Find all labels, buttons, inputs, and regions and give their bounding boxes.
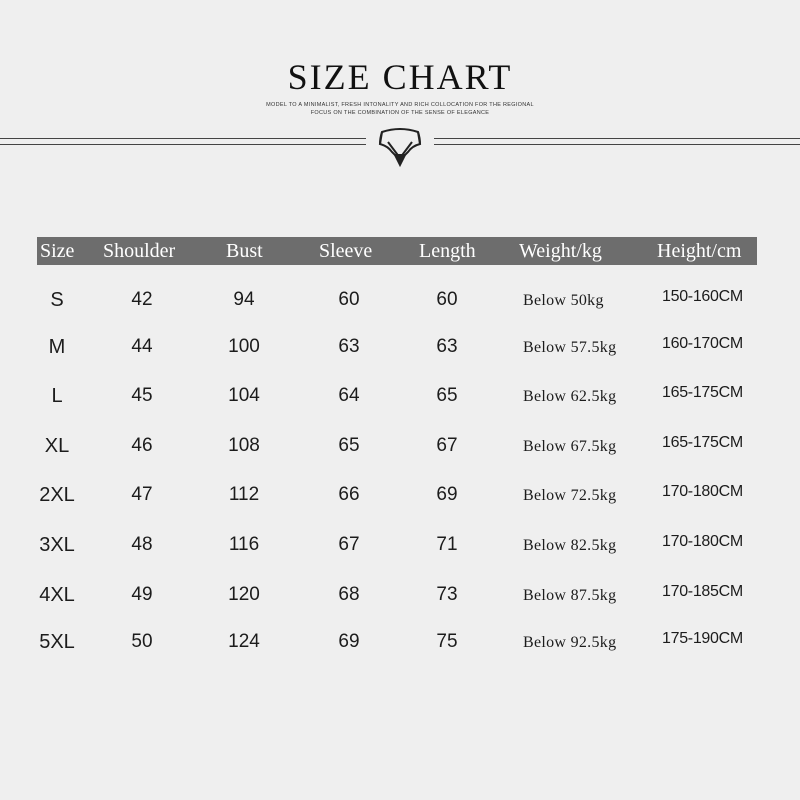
cell-height: 170-180CM: [662, 533, 743, 550]
cell-sleeve: 68: [338, 584, 360, 605]
cell-weight: Below 82.5kg: [523, 537, 617, 554]
divider-right: [434, 138, 800, 145]
cell-height: 165-175CM: [662, 384, 743, 401]
cell-bust: 116: [228, 534, 260, 555]
cell-length: 71: [436, 534, 458, 555]
header-bust: Bust: [226, 240, 263, 262]
cell-length: 67: [436, 435, 458, 456]
cell-size: 3XL: [39, 534, 75, 556]
cell-length: 75: [436, 631, 458, 652]
table-row: [0, 584, 800, 614]
cell-height: 150-160CM: [662, 288, 743, 305]
cell-shoulder: 47: [131, 484, 153, 505]
cell-length: 65: [436, 385, 458, 406]
cell-length: 69: [436, 484, 458, 505]
header-size: Size: [40, 240, 75, 262]
cell-shoulder: 49: [131, 584, 153, 605]
cell-sleeve: 66: [338, 484, 360, 505]
cell-shoulder: 44: [131, 336, 153, 357]
header-shoulder: Shoulder: [103, 240, 176, 262]
cell-sleeve: 64: [338, 385, 360, 406]
cell-size: XL: [44, 435, 70, 457]
cell-weight: Below 67.5kg: [523, 438, 617, 455]
cell-weight: Below 50kg: [523, 292, 604, 309]
header-sleeve: Sleeve: [319, 240, 373, 262]
cell-height: 170-180CM: [662, 483, 743, 500]
cell-length: 63: [436, 336, 458, 357]
cell-weight: Below 87.5kg: [523, 587, 617, 604]
cell-bust: 94: [233, 289, 255, 310]
cell-length: 73: [436, 584, 458, 605]
cell-shoulder: 42: [131, 289, 153, 310]
cell-height: 170-185CM: [662, 583, 743, 600]
cell-height: 165-175CM: [662, 434, 743, 451]
table-row: [0, 385, 800, 415]
cell-shoulder: 50: [131, 631, 153, 652]
cell-size: M: [48, 336, 66, 358]
page-title: SIZE CHART: [287, 57, 513, 97]
cell-height: 160-170CM: [662, 335, 743, 352]
header-height: Height/cm: [657, 240, 742, 262]
cell-bust: 112: [228, 484, 260, 505]
cell-size: L: [51, 385, 63, 407]
cell-weight: Below 62.5kg: [523, 388, 617, 405]
cell-size: 2XL: [39, 484, 75, 506]
cell-sleeve: 69: [338, 631, 360, 652]
cell-shoulder: 45: [131, 385, 153, 406]
table-row: [0, 435, 800, 465]
header-length: Length: [419, 240, 476, 262]
cell-bust: 104: [228, 385, 260, 406]
cell-size: 4XL: [39, 584, 75, 606]
shirt-collar-icon: [372, 124, 428, 170]
cell-sleeve: 60: [338, 289, 360, 310]
divider-left: [0, 138, 366, 145]
cell-length: 60: [436, 289, 458, 310]
cell-bust: 120: [228, 584, 260, 605]
cell-sleeve: 65: [338, 435, 360, 456]
table-row: [0, 631, 800, 661]
cell-sleeve: 67: [338, 534, 360, 555]
table-row: [0, 484, 800, 514]
cell-size: 5XL: [39, 631, 75, 653]
cell-height: 175-190CM: [662, 630, 743, 647]
cell-bust: 108: [228, 435, 260, 456]
cell-sleeve: 63: [338, 336, 360, 357]
cell-shoulder: 48: [131, 534, 153, 555]
table-header: [37, 237, 757, 265]
cell-bust: 124: [228, 631, 260, 652]
cell-size: S: [50, 289, 64, 311]
table-row: [0, 336, 800, 366]
tagline-line-1: MODEL TO A MINIMALIST, FRESH INTONALITY AND RICH COLLOCATION FOR THE REGIONAL: [266, 102, 534, 108]
cell-weight: Below 92.5kg: [523, 634, 617, 651]
table-row: [0, 289, 800, 319]
table-row: [0, 534, 800, 564]
cell-shoulder: 46: [131, 435, 153, 456]
header-weight: Weight/kg: [519, 240, 602, 262]
cell-weight: Below 72.5kg: [523, 487, 617, 504]
cell-weight: Below 57.5kg: [523, 339, 617, 356]
tagline-line-2: FOCUS ON THE COMBINATION OF THE SENSE OF ELEGANCE: [310, 110, 490, 116]
cell-bust: 100: [228, 336, 260, 357]
